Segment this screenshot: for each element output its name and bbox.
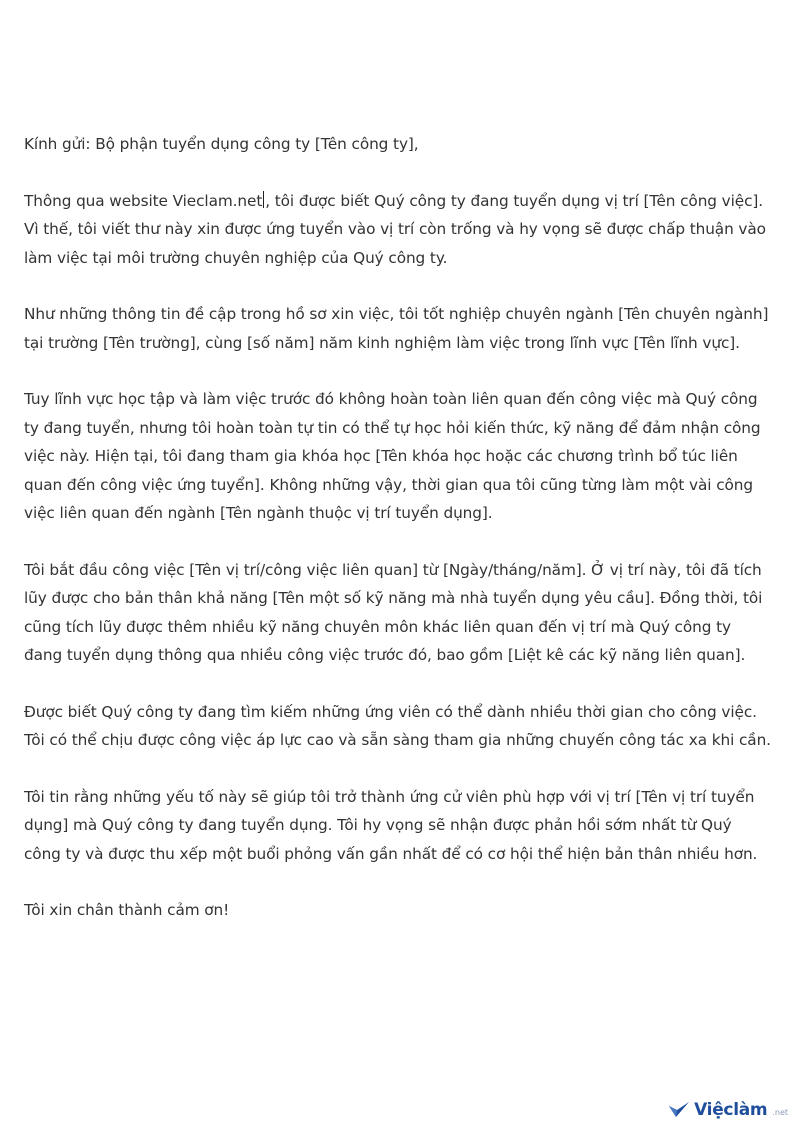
paragraph-2: Như những thông tin đề cập trong hồ sơ xin việc, tôi tốt nghiệp chuyên ngành [Tên chuyên ngành] tại trường [Tên trường], cùng [số năm] năm kinh nghiệm làm việc trong lĩnh vực [Tên lĩnh vực]. (24, 305, 769, 352)
vieclam-logo (668, 1100, 788, 1120)
paragraph-4: Tôi bắt đầu công việc [Tên vị trí/công việc liên quan] từ [Ngày/tháng/năm]. Ở vị trí này, tôi đã tích lũy được cho bản thân khả năng [Tên một số kỹ năng mà nhà tuyển dụng yêu cầu]. Đồng thời, tôi cũng tích lũy được thêm nhiều kỹ năng chuyên môn khác liên quan đến vị trí mà Quý công ty đang tuyển dụng thông qua nhiều công việc trước đó, bao gồm [Liệt kê các kỹ năng liên quan]. (24, 560, 763, 664)
cover-letter (24, 130, 772, 953)
closing: Tôi xin chân thành cảm ơn! (24, 901, 230, 919)
paragraph-1 (24, 187, 772, 273)
greeting: Kính gửi: Bộ phận tuyển dụng công ty [Tên công ty], (24, 135, 419, 153)
paragraph-6: Tôi tin rằng những yếu tố này sẽ giúp tôi trở thành ứng cử viên phù hợp với vị trí [Tên vị trí tuyển dụng] mà Quý công ty đang tuyển dụng. Tôi hy vọng sẽ nhận được phản hồi sớm nhất từ Quý công ty và được thu xếp một buổi phỏng vấn gần nhất để có cơ hội thể hiện bản thân nhiều hơn. (24, 787, 758, 863)
logo-suffix: .net (772, 1108, 788, 1117)
logo-text: Việclàm (694, 1100, 768, 1120)
paragraph-3: Tuy lĩnh vực học tập và làm việc trước đó không hoàn toàn liên quan đến công việc mà Quý công ty đang tuyển, nhưng tôi hoàn toàn tự tin có thể tự học hỏi kiến thức, kỹ năng để đảm nhận công việc này. Hiện tại, tôi đang tham gia khóa học [Tên khóa học hoặc các chương trình bổ túc liên quan đến công việc ứng tuyển]. Không những vậy, thời gian qua tôi cũng từng làm một vài công việc liên quan đến ngành [Tên ngành thuộc vị trí tuyển dụng]. (24, 390, 761, 522)
vieclam-check-icon (668, 1101, 690, 1119)
paragraph-5: Được biết Quý công ty đang tìm kiếm những ứng viên có thể dành nhiều thời gian cho công việc. Tôi có thể chịu được công việc áp lực cao và sẵn sàng tham gia những chuyến công tác xa khi cần. (24, 702, 771, 749)
paragraph-1-rest: , tôi được biết Quý công ty đang tuyển dụng vị trí [Tên công việc]. Vì thế, tôi viết thư này xin được ứng tuyển vào vị trí còn trống và hy vọng sẽ được chấp thuận vào làm việc tại môi trường chuyên nghiệp của Quý công ty. (24, 191, 766, 267)
paragraph-1-start: Thông qua website Vieclam.net (24, 191, 263, 210)
